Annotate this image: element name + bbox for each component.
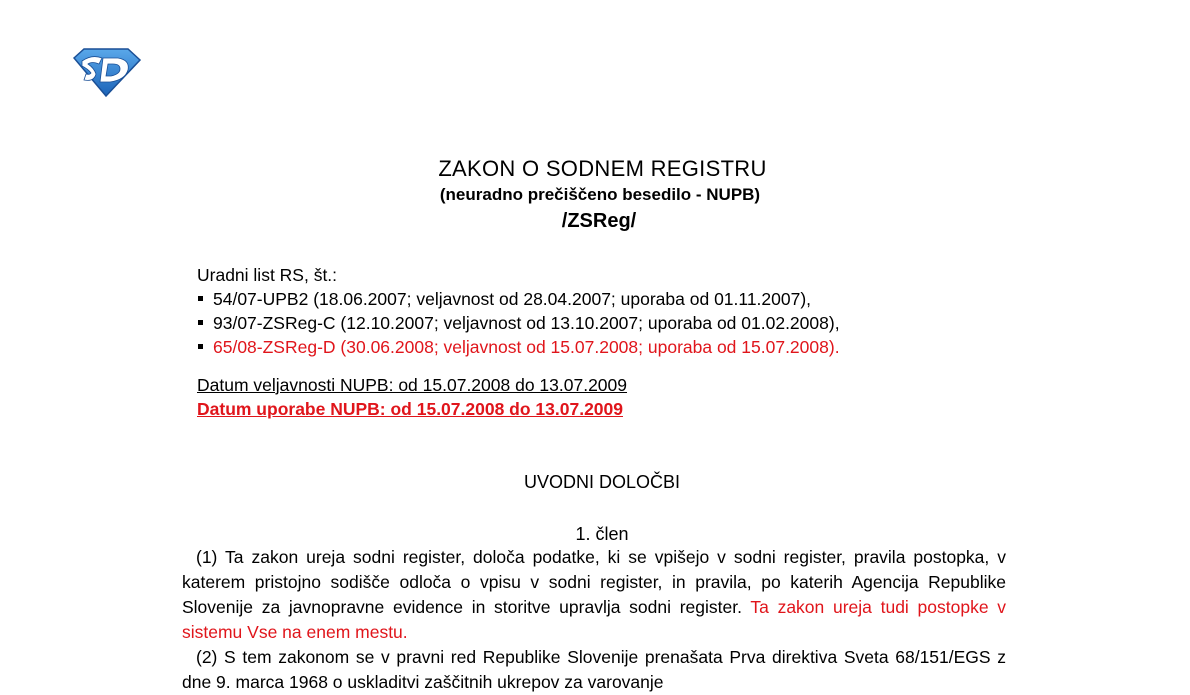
article-body bbox=[182, 545, 1006, 695]
paragraph-highlight: Ta zakon ureja tudi postopke v sistemu Vse na enem mestu. bbox=[182, 597, 1007, 642]
gazette-item bbox=[197, 287, 840, 311]
document-header bbox=[0, 154, 1190, 236]
gazette-list bbox=[197, 287, 840, 359]
document-abbreviation: /ZSReg/ bbox=[561, 210, 637, 232]
gazette-item-text: 65/08-ZSReg-D (30.06.2008; veljavnost od 15.07.2008; uporaba od 15.07.2008). bbox=[213, 337, 840, 357]
document-subtitle: (neuradno prečiščeno besedilo - NUPB) bbox=[439, 185, 761, 204]
sd-shield-logo-icon bbox=[70, 46, 142, 98]
usage-date: Datum uporabe NUPB: od 15.07.2008 do 13.07.2009 bbox=[197, 399, 623, 419]
validity-dates bbox=[197, 373, 627, 421]
gazette-item-text: 54/07-UPB2 (18.06.2007; veljavnost od 28.04.2007; uporaba od 01.11.2007), bbox=[213, 289, 812, 309]
official-gazette-block bbox=[197, 263, 840, 359]
article-paragraph bbox=[182, 545, 1006, 645]
article-heading: 1. člen bbox=[575, 524, 629, 544]
gazette-item-highlighted bbox=[197, 335, 840, 359]
document-title: ZAKON O SODNEM REGISTRU bbox=[438, 156, 767, 181]
paragraph-text: (1) Ta zakon ureja sodni register, določa podatke, ki se vpišejo v sodni register, pravila postopka, v katerem pristojno sodišče odloča o vpisu v sodni register, in pravila, po katerih Agencija Republike Slovenije za javnopravne evidence in storitve upravlja sodni register. bbox=[182, 547, 1006, 617]
gazette-item bbox=[197, 311, 840, 335]
validity-date: Datum veljavnosti NUPB: od 15.07.2008 do 13.07.2009 bbox=[197, 375, 628, 395]
section-heading: UVODNI DOLOČBI bbox=[523, 472, 681, 492]
gazette-label: Uradni list RS, št.: bbox=[197, 265, 338, 285]
bullet-icon bbox=[198, 296, 203, 301]
bullet-icon bbox=[198, 344, 203, 349]
bullet-icon bbox=[198, 320, 203, 325]
article-paragraph: (2) S tem zakonom se v pravni red Republike Slovenije prenašata Prva direktiva Sveta 68/151/EGS z dne 9. marca 1968 o uskladitvi zaščitnih ukrepov za varovanje bbox=[182, 647, 1006, 692]
gazette-item-text: 93/07-ZSReg-C (12.10.2007; veljavnost od 13.10.2007; uporaba od 01.02.2008), bbox=[213, 313, 840, 333]
